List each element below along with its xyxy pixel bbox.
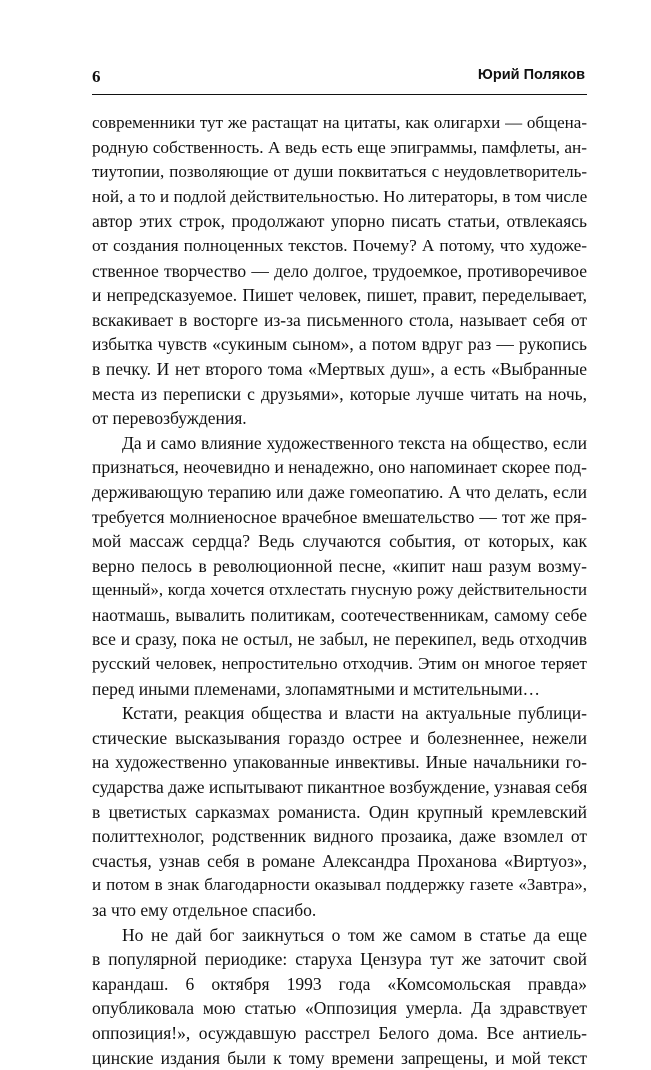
text-line: оппозиция!», осуждавшую расстрел Белого дома. Все антиель- (92, 1022, 587, 1043)
text-line: в популярной периодике: старуха Цензура тут же заточит свой (92, 949, 587, 970)
text-line: тиутопии, позволяющие от души поквитаться с неудовлетворитель- (92, 162, 587, 182)
text-line: родную собственность. А ведь есть еще эпиграммы, памфлеты, ан- (92, 137, 587, 157)
text-line: и потом в знак благодарности оказывал поддержку газете «Завтра», (92, 875, 587, 895)
text-line: в печку. И нет второго тома «Мертвых душ», а есть «Выбранные (92, 358, 587, 379)
text-line: вскакивает в восторге из-за письменного стола, называет себя от (92, 309, 587, 330)
running-head: Юрий Поляков (477, 67, 585, 83)
text-line: признаться, неочевидно и ненадежно, оно напоминает скорее под- (92, 457, 587, 478)
text-line: все и сразу, пока не остыл, не забыл, не перекипел, ведь отходчив (92, 629, 587, 650)
text-line: русский человек, непростительно отходчив. Этим он многое теряет (92, 654, 587, 674)
text-line: Но не дай бог заикнуться о том же самом в статье да еще (122, 924, 587, 945)
text-line: верно пелось в революционной песне, «кипит наш разум возму- (92, 555, 587, 576)
text-line: держивающую терапию или даже гомеопатию. А что делать, если (92, 481, 587, 502)
text-line: сударства даже испытывают пикантное возбуждение, узнавая себя (92, 777, 588, 798)
text-line: щенный», когда хочется отхлестать гнусную рожу действительности (92, 580, 587, 600)
body-text (92, 111, 587, 1070)
page-number: 6 (92, 67, 101, 86)
text-line: в цветистых сарказмах романиста. Один крупный кремлевский (92, 801, 587, 822)
text-line: на художественно упакованные инвективы. Иные начальники го- (92, 752, 587, 773)
text-line: от перевозбуждения. (92, 408, 247, 429)
text-line: современники тут же растащат на цитаты, как олигархи — общена- (92, 113, 587, 132)
text-line: и непредсказуемое. Пишет человек, пишет, правит, переделывает, (92, 285, 587, 306)
text-line: счастья, узнав себя в романе Александра Проханова «Виртуоз», (92, 850, 587, 871)
text-line: мой массаж сердца? Ведь случаются события, от которых, как (92, 531, 587, 552)
text-line: ственное творчество — дело долгое, трудоемкое, противоречивое (92, 260, 587, 281)
text-line: карандаш. 6 октября 1993 года «Комсомольская правда» (92, 973, 587, 994)
text-line: автор этих строк, продолжают упорно писать статьи, отвлекаясь (92, 211, 587, 232)
text-line: Да и само влияние художественного текста на общество, если (122, 432, 587, 453)
text-line: стические высказывания гораздо острее и болезненнее, нежели (92, 727, 587, 748)
text-line: за что ему отдельное спасибо. (92, 900, 317, 920)
text-line: избытка чувств «сукиным сыном», а потом вдруг раз — рукопись (92, 334, 587, 355)
text-line: ной, а то и подлой действительностью. Но литераторы, в том числе (92, 186, 588, 206)
text-line: места из переписки с друзьями», которые лучше читать на ночь, (92, 383, 587, 404)
text-line: перед иными племенами, злопамятными и мстительными… (92, 678, 541, 699)
text-line: опубликовала мою статью «Оппозиция умерла. Да здравствует (92, 998, 587, 1019)
text-line: требуется молниеносное врачебное вмешательство — тот же пря- (92, 506, 587, 527)
header-rule (92, 94, 587, 95)
text-line: от создания полноценных текстов. Почему? А потому, что художе- (92, 235, 587, 255)
text-line: наотмашь, вывалить политикам, соотечественникам, самому себе (92, 604, 587, 625)
text-line: политтехнолог, родственник видного прозаика, даже взомлел от (92, 826, 587, 847)
text-line: цинские издания были к тому времени запрещены, и мой текст (92, 1047, 587, 1068)
text-line: Кстати, реакция общества и власти на актуальные публици- (122, 703, 587, 724)
